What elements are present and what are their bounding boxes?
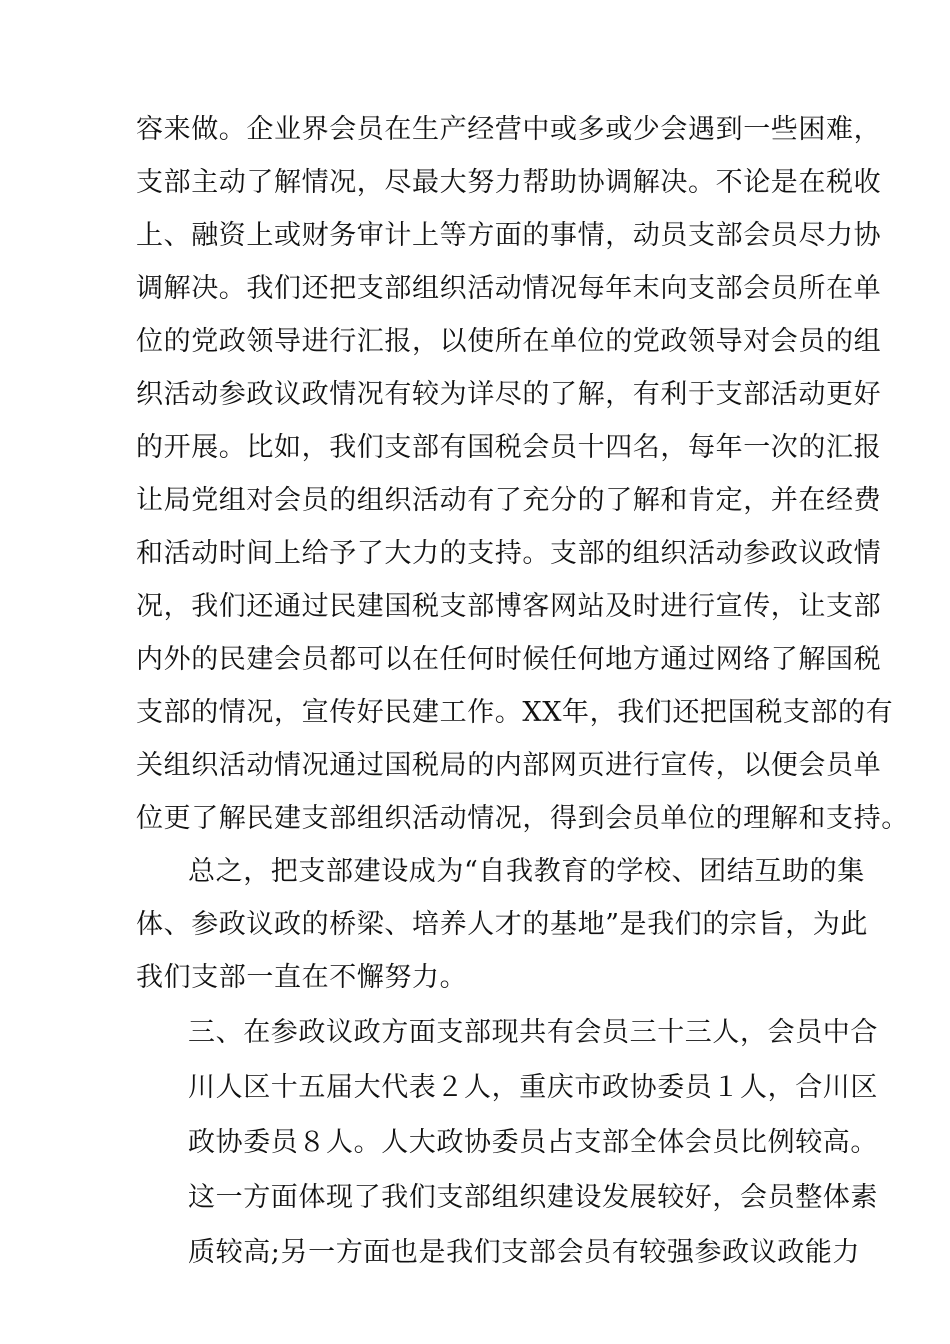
text-line: 容来做。企业界会员在生产经营中或多或少会遇到一些困难， (136, 114, 882, 145)
text-line: 位更了解民建支部组织活动情况，得到会员单位的理解和支持。 (136, 803, 909, 834)
text-line: 总之，把支部建设成为“自我教育的学校、团结互助的集 (188, 856, 865, 887)
text-line: 况，我们还通过民建国税支部博客网站及时进行宣传，让支部 (136, 591, 882, 622)
text-line: 让局党组对会员的组织活动有了充分的了解和肯定，并在经费 (136, 485, 882, 516)
text-line: 政协委员８人。人大政协委员占支部全体会员比例较高。 (188, 1127, 878, 1158)
text-line: 的开展。比如，我们支部有国税会员十四名，每年一次的汇报 (136, 432, 882, 463)
text-line: 和活动时间上给予了大力的支持。支部的组织活动参政议政情 (136, 538, 882, 569)
text-line: 织活动参政议政情况有较为详尽的了解，有利于支部活动更好 (136, 379, 882, 410)
text-line: 支部主动了解情况，尽最大努力帮助协调解决。不论是在税收 (136, 167, 882, 198)
text-line: 内外的民建会员都可以在任何时候任何地方通过网络了解国税 (136, 644, 882, 675)
text-line: 我们支部一直在不懈努力。 (136, 962, 468, 993)
text-line: 体、参政议政的桥梁、培养人才的基地”是我们的宗旨，为此 (136, 909, 869, 940)
text-line: 支部的情况，宣传好民建工作。XX年，我们还把国税支部的有 (136, 697, 894, 728)
text-line: 位的党政领导进行汇报，以使所在单位的党政领导对会员的组 (136, 326, 882, 357)
text-line: 上、融资上或财务审计上等方面的事情，动员支部会员尽力协 (136, 220, 882, 251)
text-line: 三、在参政议政方面支部现共有会员三十三人，会员中合 (188, 1017, 878, 1048)
text-line: 调解决。我们还把支部组织活动情况每年末向支部会员所在单 (136, 273, 882, 304)
text-line: 这一方面体现了我们支部组织建设发展较好，会员整体素 (188, 1182, 878, 1213)
text-line: 关组织活动情况通过国税局的内部网页进行宣传，以便会员单 (136, 750, 882, 781)
text-line: 川人区十五届大代表２人，重庆市政协委员１人，合川区 (188, 1072, 878, 1103)
text-line: 质较高;另一方面也是我们支部会员有较强参政议政能力 (188, 1237, 861, 1268)
